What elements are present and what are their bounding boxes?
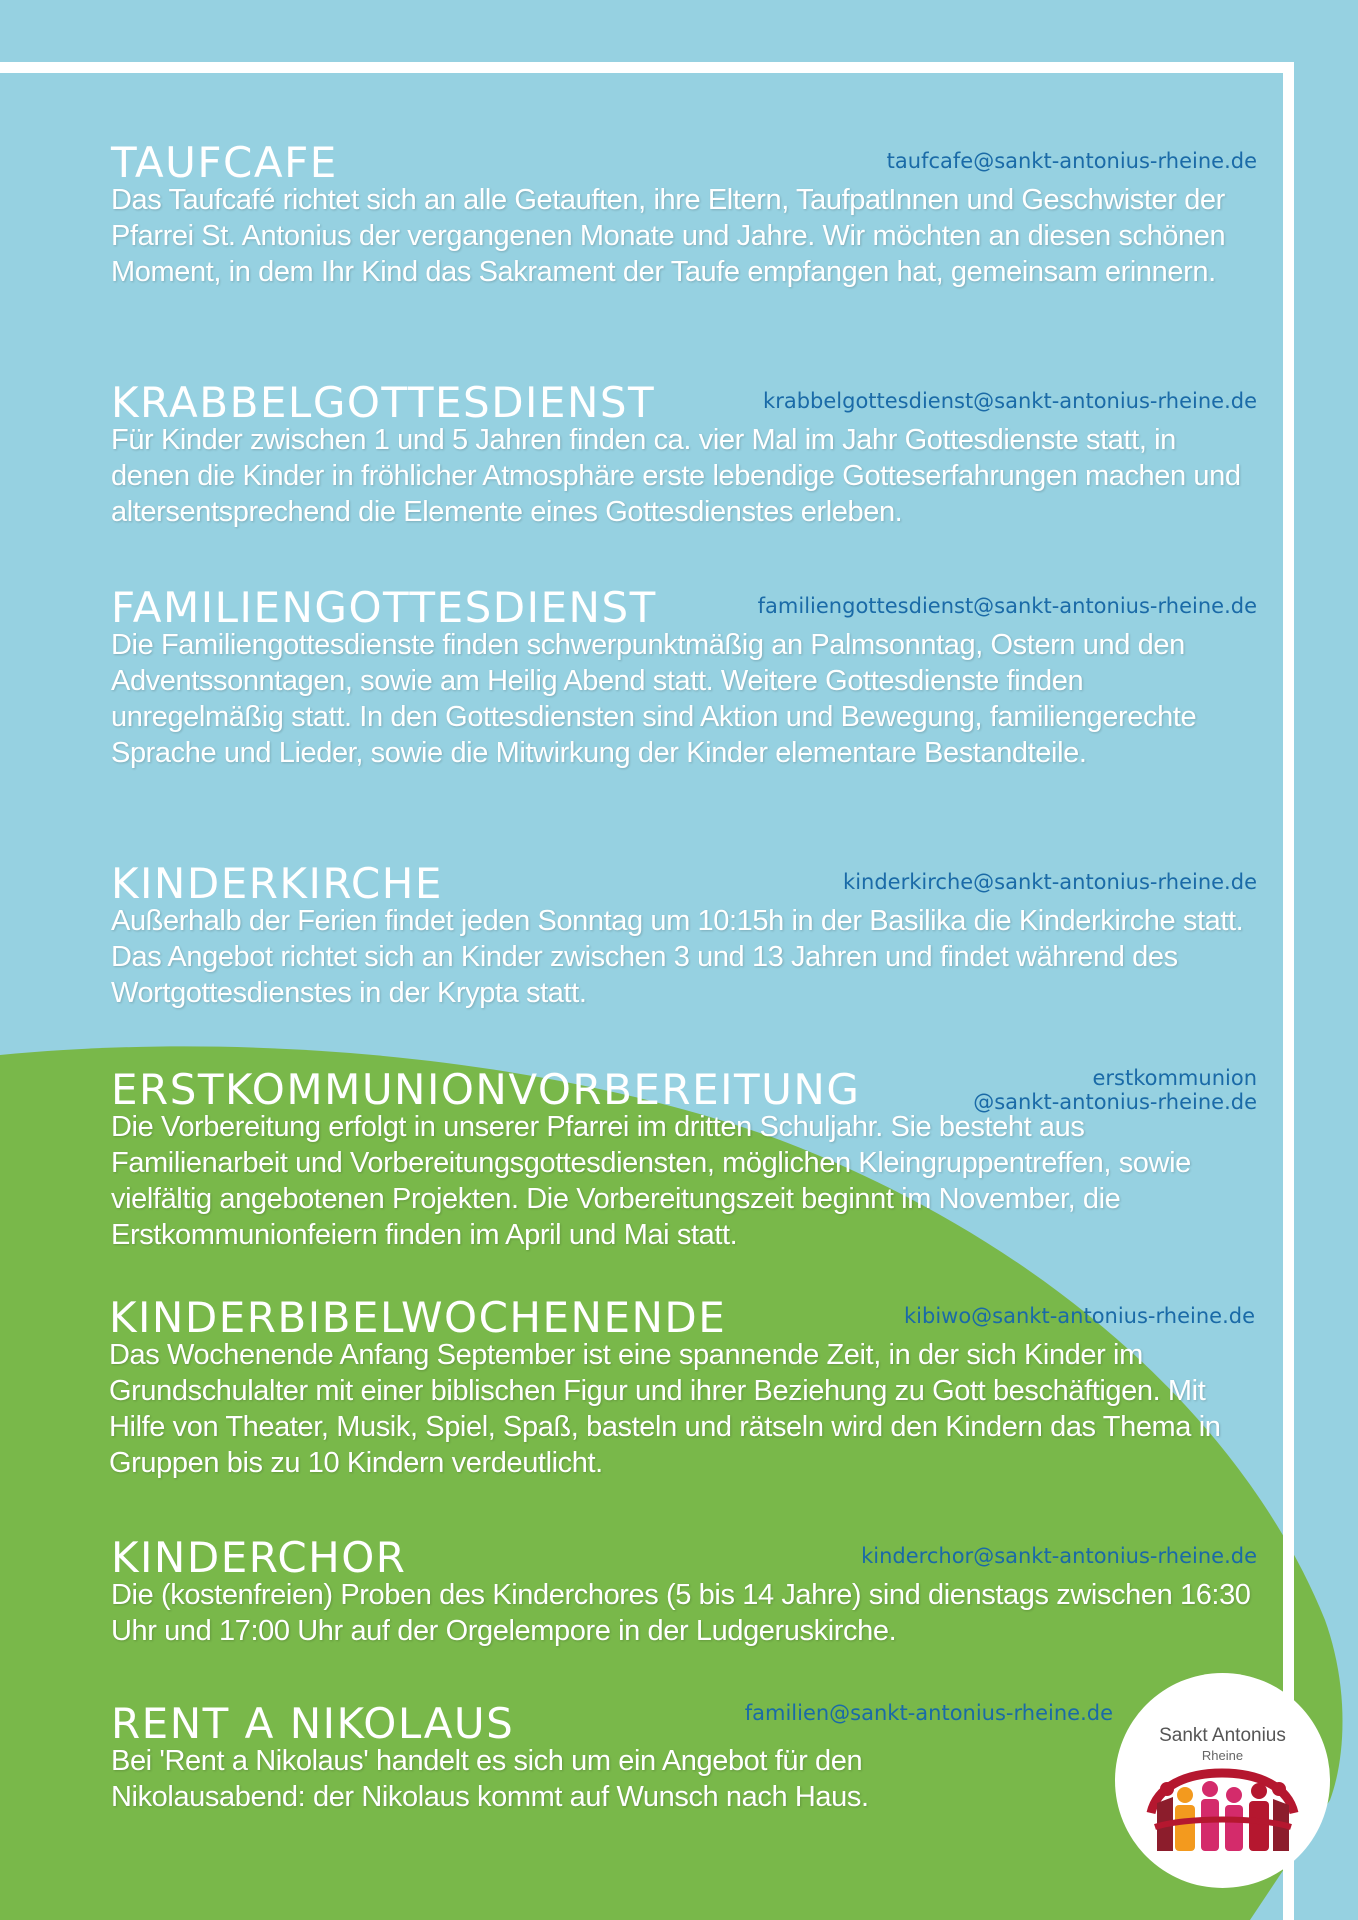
- section-title: RENT A NIKOLAUS: [111, 1699, 515, 1748]
- section-erstkommunion: [111, 1067, 1257, 1253]
- section-text: Die Familiengottesdienste finden schwerpunktmäßig an Palmsonntag, Ostern und den Adventssonntagen, sowie am Heilig Abend statt. Weitere Gottesdienste finden unregelmäßig statt. In den Gottesdiensten sind Aktion und Bewegung, familiengerechte Sprache und Lieder, sowie die Mitwirkung der Kinder elementare Bestandteile.: [111, 629, 1197, 769]
- section-title: FAMILIENGOTTESDIENST: [111, 583, 657, 632]
- section-kinderkirche: [111, 861, 1257, 1011]
- section-email-link[interactable]: familien@sankt-antonius-rheine.de: [744, 1701, 1113, 1725]
- section-email-link[interactable]: kibiwo@sankt-antonius-rheine.de: [904, 1304, 1255, 1328]
- section-familiengottesdienst: [111, 585, 1257, 771]
- parish-logo: [1115, 1673, 1330, 1888]
- section-email-link[interactable]: kinderkirche@sankt-antonius-rheine.de: [843, 870, 1257, 894]
- section-text: Die (kostenfreien) Proben des Kinderchores (5 bis 14 Jahre) sind dienstags zwischen 16:30 Uhr und 17:00 Uhr auf der Orgelempore in der Ludgeruskirche.: [111, 1579, 1251, 1647]
- section-text: Das Taufcafé richtet sich an alle Getauften, ihre Eltern, TaufpatInnen und Geschwister der Pfarrei St. Antonius der vergangenen Monate und Jahre. Wir möchten an diesen schönen Moment, in dem Ihr Kind das Sakrament der Taufe empfangen hat, gemeinsam erinnern.: [111, 184, 1226, 288]
- email-line-1: erstkommunion: [1092, 1066, 1257, 1090]
- section-taufcafe: [111, 140, 1257, 290]
- section-title: KRABBELGOTTESDIENST: [111, 378, 656, 427]
- section-email-link[interactable]: [973, 1066, 1257, 1114]
- section-title: TAUFCAFE: [111, 138, 338, 187]
- section-text: Die Vorbereitung erfolgt in unserer Pfarrei im dritten Schuljahr. Sie besteht aus Familienarbeit und Vorbereitungsgottesdiensten, möglichen Kleingruppentreffen, sowie vielfältig angebotenen Projekten. Die Vorbereitungszeit beginnt im November, die Erstkommunionfeiern finden im April und Mai statt.: [111, 1111, 1191, 1251]
- section-title: KINDERCHOR: [111, 1533, 407, 1582]
- section-title: ERSTKOMMUNIONVORBEREITUNG: [111, 1065, 861, 1114]
- section-rent-a-nikolaus: [111, 1701, 1111, 1815]
- section-email-link[interactable]: kinderchor@sankt-antonius-rheine.de: [861, 1544, 1257, 1568]
- section-krabbelgottesdienst: [111, 380, 1257, 530]
- section-email-link[interactable]: krabbelgottesdienst@sankt-antonius-rheine.de: [763, 389, 1257, 413]
- section-kinderbibelwochenende: [109, 1295, 1255, 1481]
- section-title: KINDERKIRCHE: [111, 859, 443, 908]
- section-text: Bei 'Rent a Nikolaus' handelt es sich um ein Angebot für den Nikolausabend: der Nikolaus kommt auf Wunsch nach Haus.: [111, 1745, 869, 1813]
- section-kinderchor: [111, 1535, 1257, 1649]
- logo-subtitle: Rheine: [1201, 1748, 1244, 1763]
- section-email-link[interactable]: taufcafe@sankt-antonius-rheine.de: [886, 149, 1257, 173]
- section-email-link[interactable]: familiengottesdienst@sankt-antonius-rheine.de: [757, 594, 1257, 618]
- logo-title: Sankt Antonius: [1159, 1725, 1286, 1746]
- section-text: Das Wochenende Anfang September ist eine spannende Zeit, in der sich Kinder im Grundschulalter mit einer biblischen Figur und ihrer Beziehung zu Gott beschäftigen. Mit Hilfe von Theater, Musik, Spiel, Spaß, basteln und rätseln wird den Kindern das Thema in Gruppen bis zu 10 Kindern verdeutlicht.: [109, 1339, 1221, 1479]
- people-circle-icon: [1145, 1765, 1300, 1855]
- section-text: Für Kinder zwischen 1 und 5 Jahren finden ca. vier Mal im Jahr Gottesdienste statt, in denen die Kinder in fröhlicher Atmosphäre erste lebendige Gotteserfahrungen machen und altersentsprechend die Elemente eines Gottesdienstes erleben.: [111, 424, 1241, 528]
- section-title: KINDERBIBELWOCHENENDE: [109, 1293, 727, 1342]
- email-line-2: @sankt-antonius-rheine.de: [973, 1090, 1257, 1114]
- section-text: Außerhalb der Ferien findet jeden Sonntag um 10:15h in der Basilika die Kinderkirche statt. Das Angebot richtet sich an Kinder zwischen 3 und 13 Jahren und findet während des Wortgottesdienstes in der Krypta statt.: [111, 905, 1244, 1009]
